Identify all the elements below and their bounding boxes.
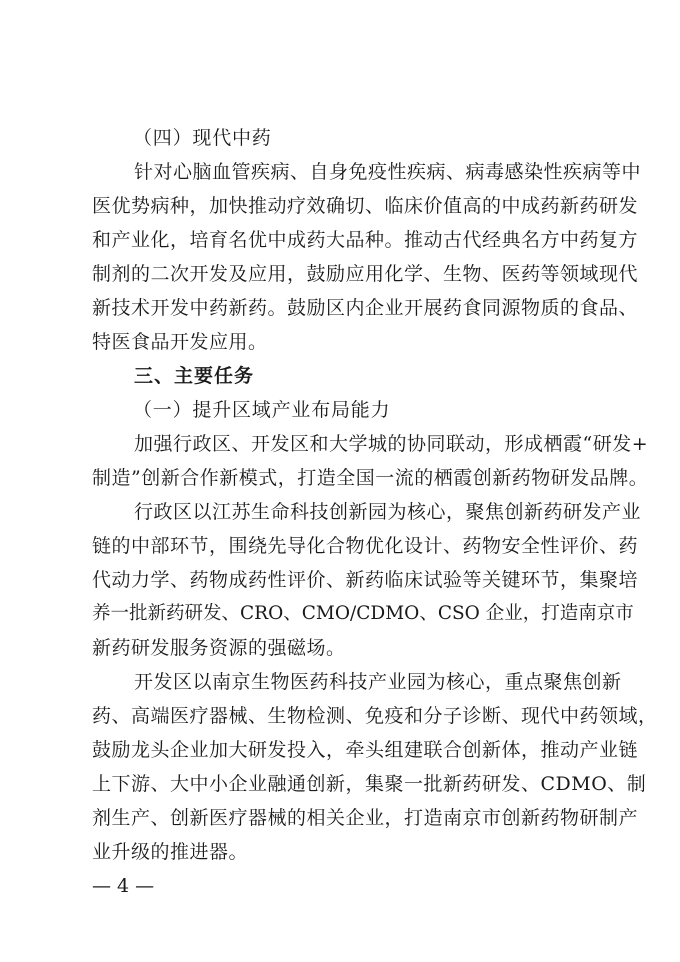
paragraph-line: 制造”创新合作新模式，打造全国一流的栖霞创新药物研发品牌。 <box>92 467 649 489</box>
paragraph-line: 新技术开发中药新药。鼓励区内企业开展药食同源物质的食品、 <box>92 297 639 319</box>
paragraph-line: 特医食品开发应用。 <box>92 331 268 353</box>
paragraph-line: 和产业化，培育名优中成药大品种。推动古代经典名方中药复方 <box>92 229 639 251</box>
paragraph-line: 开发区以南京生物医药科技产业园为核心，重点聚焦创新 <box>134 671 622 693</box>
subsection-heading: （一）提升区域产业布局能力 <box>133 399 391 421</box>
page-number: — 4 — <box>92 875 155 897</box>
chapter-heading-main-tasks: 三、主要任务 <box>134 365 255 387</box>
paragraph-line: 新药研发服务资源的强磁场。 <box>92 637 346 659</box>
paragraph-line: 药、高端医疗器械、生物检测、免疫和分子诊断、现代中药领域， <box>92 705 658 727</box>
paragraph-line: 加强行政区、开发区和大学城的协同联动，形成栖霞“研发+ <box>134 433 649 455</box>
paragraph-line: 医优势病种，加快推动疗效确切、临床价值高的中成药新药研发 <box>92 195 639 217</box>
paragraph-line: 业升级的推进器。 <box>92 841 249 863</box>
section-heading-modern-tcm: （四）现代中药 <box>133 127 272 149</box>
paragraph-line: 代动力学、药物成药性评价、新药临床试验等关键环节，集聚培 <box>92 569 639 591</box>
paragraph-line: 行政区以江苏生命科技创新园为核心，聚焦创新药研发产业 <box>134 501 642 523</box>
paragraph-line: 针对心脑血管疾病、自身免疫性疾病、病毒感染性疾病等中 <box>134 161 642 183</box>
paragraph-line: 链的中部环节，围绕先导化合物优化设计、药物安全性评价、药 <box>92 535 639 557</box>
paragraph-line: 鼓励龙头企业加大研发投入，牵头组建联合创新体，推动产业链 <box>92 739 639 761</box>
paragraph-line: 剂生产、创新医疗器械的相关企业，打造南京市创新药物研制产 <box>92 807 639 829</box>
paragraph-line: 养一批新药研发、CRO、CMO/CDMO、CSO 企业，打造南京市 <box>92 603 634 624</box>
paragraph-line: 上下游、大中小企业融通创新，集聚一批新药研发、CDMO、制 <box>92 773 647 795</box>
paragraph-line: 制剂的二次开发及应用，鼓励应用化学、生物、医药等领域现代 <box>92 263 639 285</box>
